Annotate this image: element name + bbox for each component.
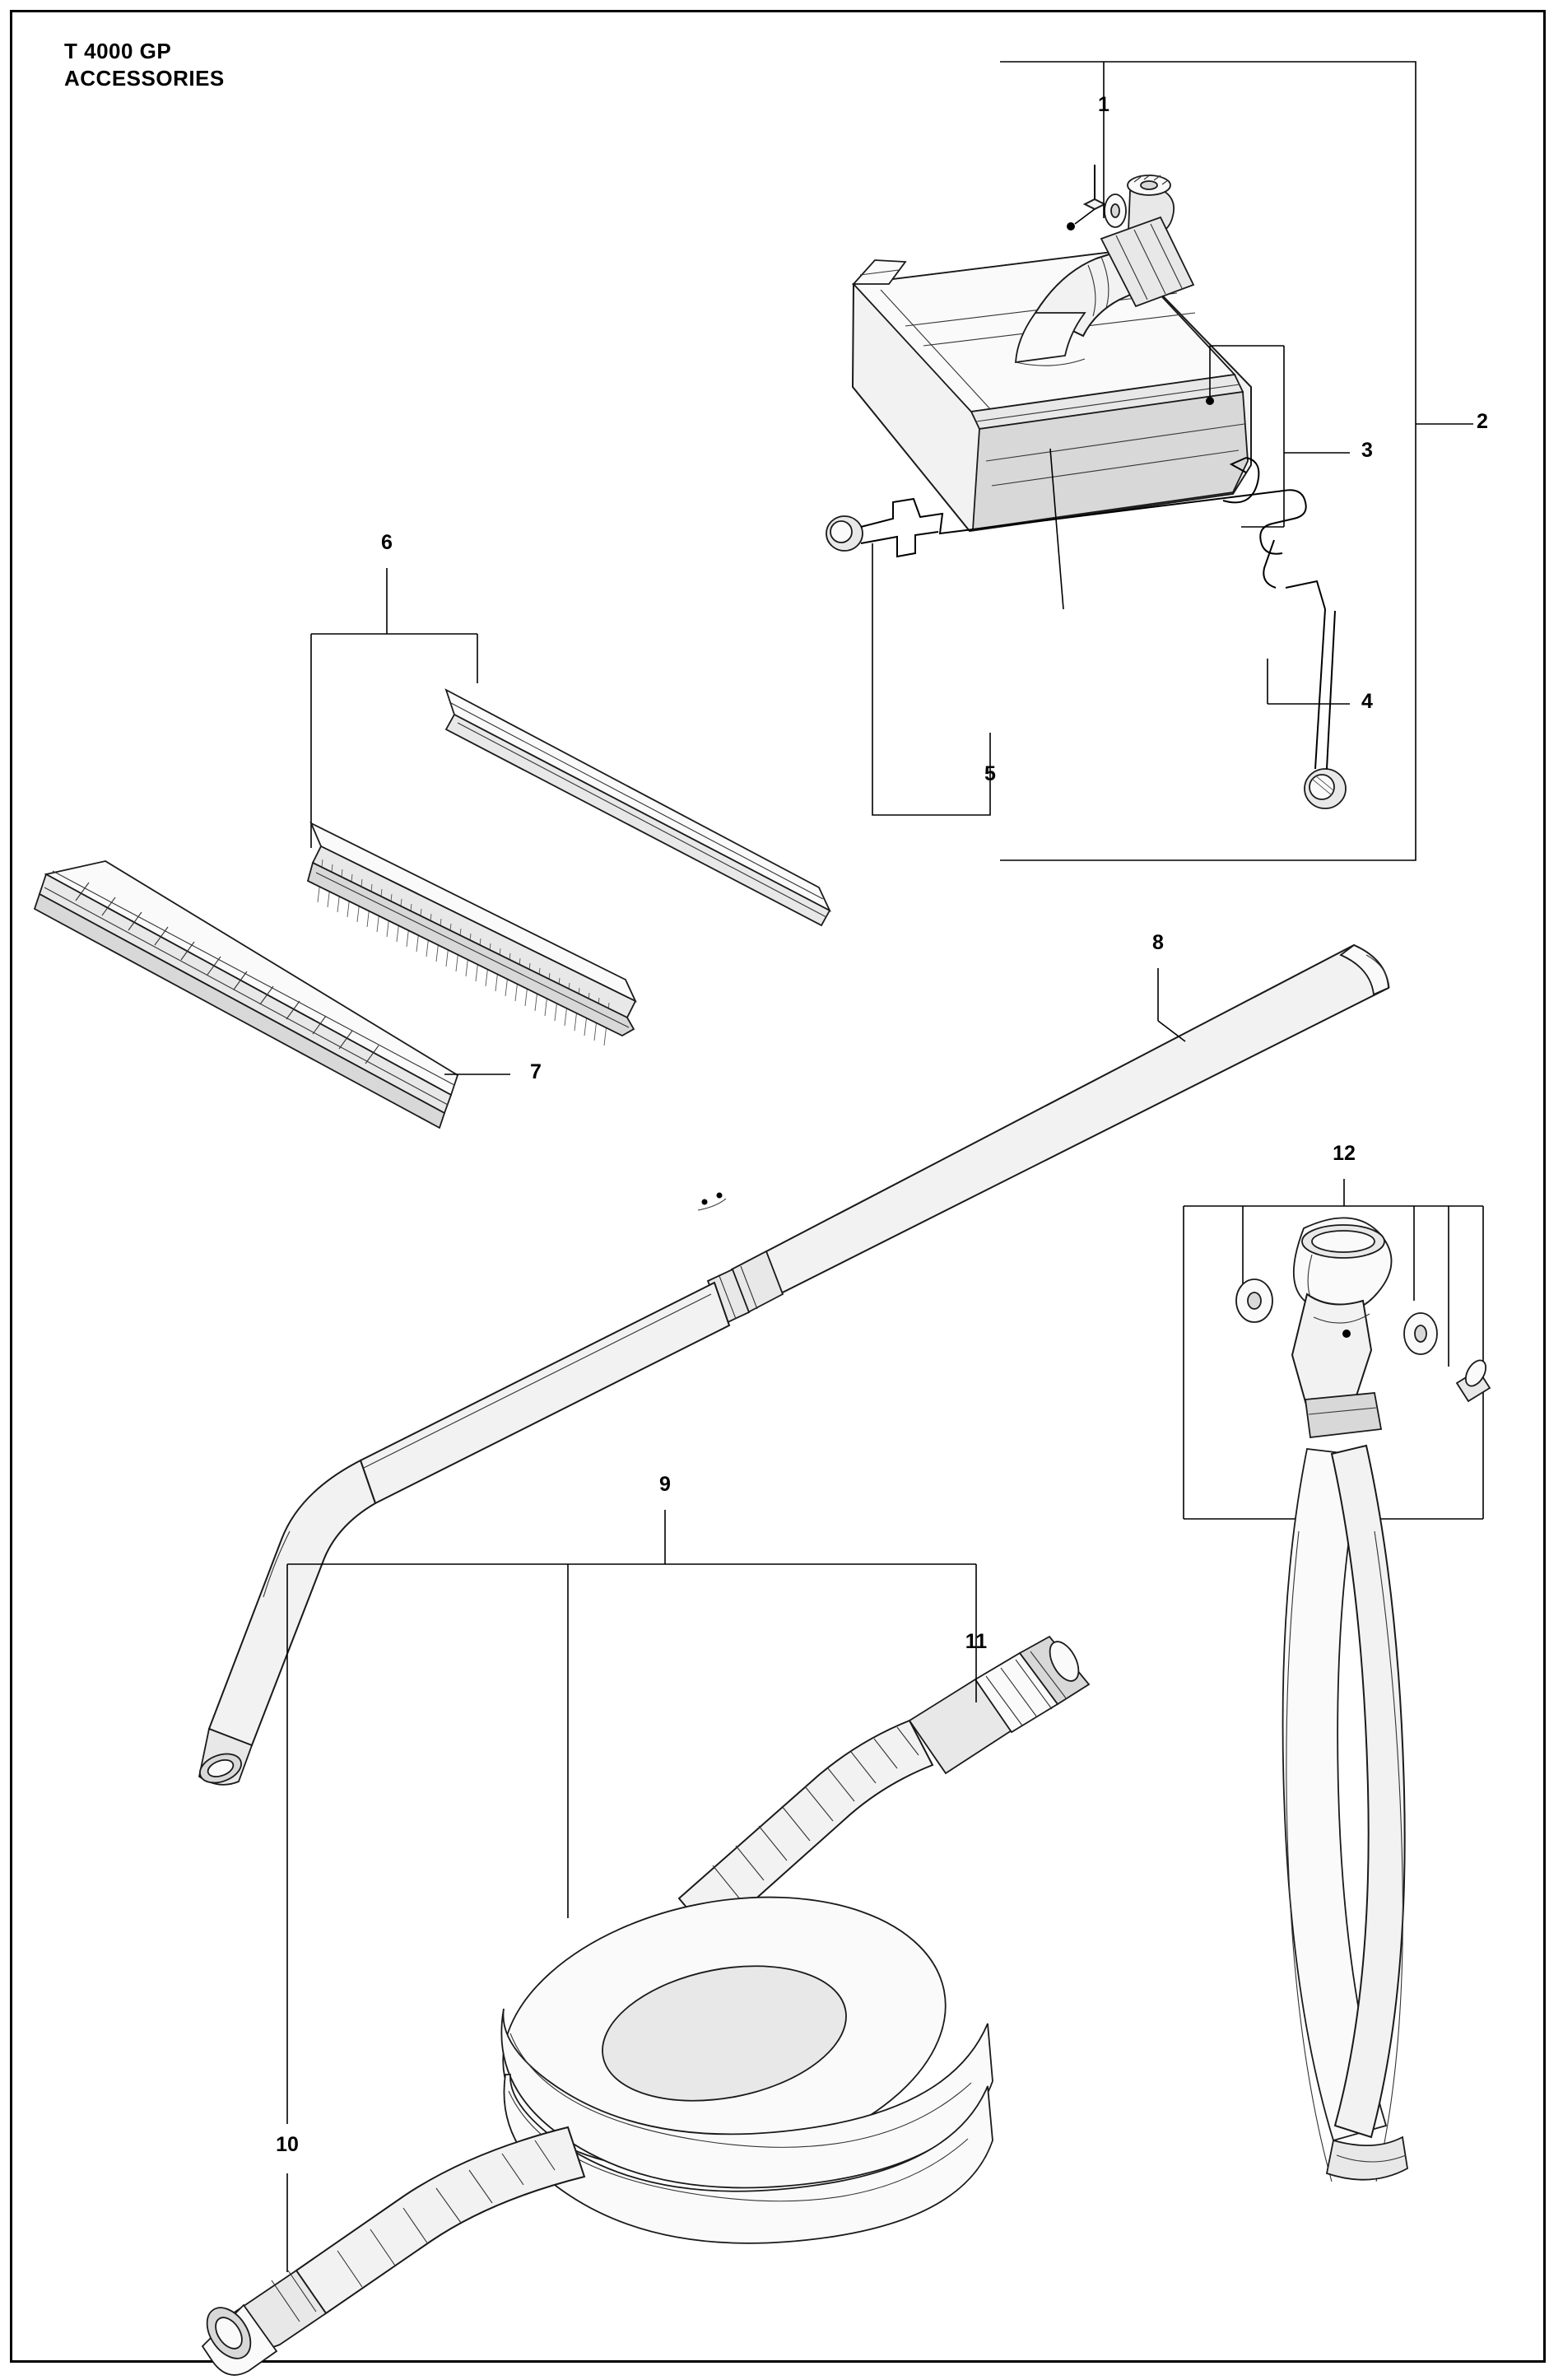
callout-7: 7 — [530, 1060, 542, 1083]
part-6-squeegee-blade-upper — [446, 690, 830, 925]
part-4-wire-bracket — [826, 490, 1350, 808]
part-9-suction-hose-assembly — [296, 1721, 993, 2313]
callout-1: 1 — [1098, 93, 1109, 116]
callout-6: 6 — [381, 531, 393, 554]
callout-3: 3 — [1361, 439, 1373, 462]
callout-10: 10 — [276, 2133, 299, 2156]
part-11-hose-connector — [909, 1637, 1089, 1773]
callout-11: 11 — [965, 1630, 988, 1653]
callout-4: 4 — [1361, 690, 1373, 713]
part-12-shoulder-strap — [1236, 1218, 1490, 2182]
part-2-floor-nozzle — [853, 217, 1258, 609]
callout-8: 8 — [1152, 931, 1164, 954]
callout-5: 5 — [984, 762, 996, 785]
part-6-squeegee-blade-lower-with-brush — [308, 823, 635, 1046]
title-model: T 4000 GP — [64, 39, 172, 63]
callout-2: 2 — [1477, 410, 1488, 433]
callout-12: 12 — [1333, 1142, 1356, 1165]
part-5-leader — [872, 543, 990, 815]
callout-9: 9 — [659, 1473, 671, 1496]
title-section: ACCESSORIES — [64, 66, 225, 91]
